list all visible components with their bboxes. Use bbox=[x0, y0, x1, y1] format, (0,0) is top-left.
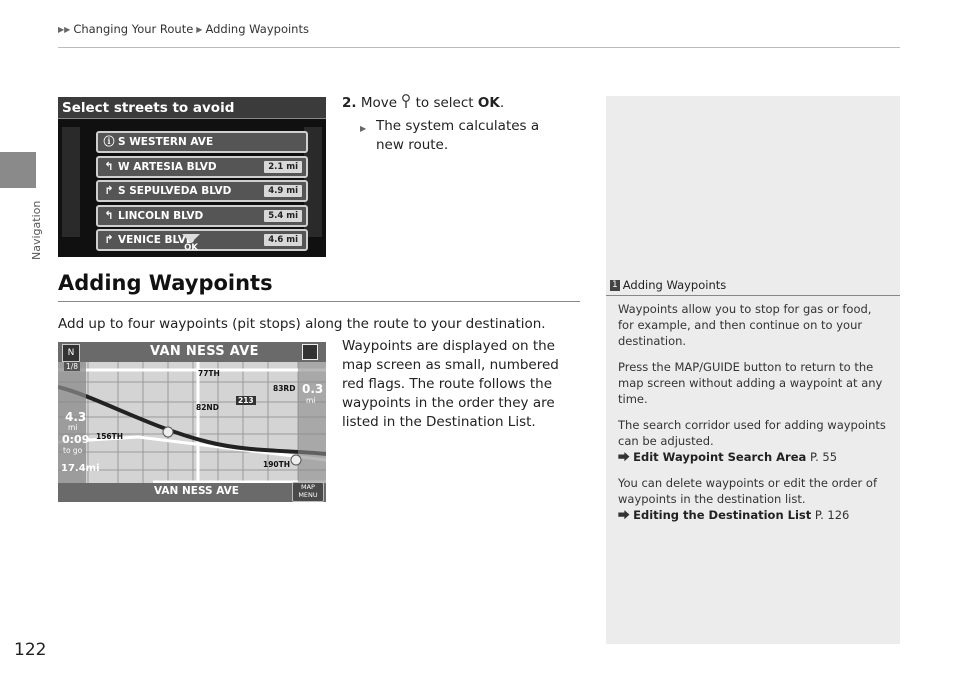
total-distance: 17.4mi bbox=[61, 463, 100, 474]
link-text: Editing the Destination List bbox=[633, 508, 812, 522]
page-number: 122 bbox=[14, 640, 47, 660]
street-name: VENICE BLVD bbox=[118, 234, 195, 246]
street-name: S SEPULVEDA BLVD bbox=[118, 185, 232, 197]
section-heading: Adding Waypoints bbox=[58, 271, 273, 295]
street-row[interactable] bbox=[96, 156, 308, 178]
breadcrumb-item[interactable]: Adding Waypoints bbox=[205, 22, 309, 36]
turn-right-icon: ↱ bbox=[104, 233, 114, 246]
step-period: . bbox=[499, 95, 505, 111]
note-paragraph: Press the MAP/GUIDE button to return to the map screen without adding a waypoint at any time. bbox=[618, 360, 883, 406]
current-street-name: VAN NESS AVE bbox=[150, 344, 259, 359]
step-text-select: to select bbox=[415, 95, 474, 111]
turn-left-icon: ↰ bbox=[104, 208, 114, 222]
link-page: P. 55 bbox=[809, 450, 838, 464]
map-menu-button[interactable] bbox=[292, 482, 324, 502]
header-divider bbox=[58, 47, 900, 48]
distance-badge: 4.9 mi bbox=[264, 185, 302, 197]
section-intro: Add up to four waypoints (pit stops) along the route to your destination. bbox=[58, 316, 546, 332]
waypoint-description: Waypoints are displayed on the map screen as small, numbered red flags. The route follows the waypoints in the order they are listed in the Destination List. bbox=[342, 338, 559, 430]
map-street-label: 77TH bbox=[198, 369, 220, 378]
screen-title: Select streets to avoid bbox=[58, 97, 326, 119]
note-paragraph: Waypoints allow you to stop for gas or food, for example, and then continue on to your destination. bbox=[618, 302, 872, 348]
cross-reference-link[interactable] bbox=[618, 449, 890, 465]
note-header bbox=[606, 278, 900, 292]
time-to-go: 0:09 bbox=[62, 433, 90, 446]
step-text-move: Move bbox=[360, 95, 398, 111]
note-paragraph: The search corridor used for adding waypoints can be adjusted. bbox=[618, 418, 886, 448]
breadcrumb bbox=[58, 22, 309, 36]
map-button-label: MAP bbox=[301, 483, 315, 491]
step-result bbox=[360, 117, 560, 155]
info-icon: ⓘ bbox=[103, 135, 115, 148]
street-row[interactable] bbox=[96, 180, 308, 202]
street-row[interactable] bbox=[96, 205, 308, 227]
map-scale[interactable]: 1/8 bbox=[66, 362, 79, 371]
map-screenshot bbox=[58, 342, 326, 502]
ok-down-arrow-icon[interactable] bbox=[182, 234, 200, 243]
note-title: Adding Waypoints bbox=[622, 278, 727, 292]
distance-badge: 4.6 mi bbox=[264, 234, 302, 246]
map-street-label: 190TH bbox=[263, 460, 291, 469]
heading-rule bbox=[58, 301, 580, 302]
turn-left-icon: ↰ bbox=[104, 159, 114, 173]
avoid-streets-screenshot bbox=[58, 97, 326, 257]
street-row[interactable] bbox=[96, 131, 308, 153]
street-name: LINCOLN BLVD bbox=[118, 209, 204, 222]
section-tab-marker bbox=[0, 152, 36, 188]
turn-right-icon: ↱ bbox=[104, 184, 114, 197]
reference-arrow-icon: ⮕ bbox=[618, 508, 630, 522]
note-paragraph: You can delete waypoints or edit the order of waypoints in the destination list. bbox=[618, 476, 877, 506]
joystick-icon bbox=[401, 94, 411, 109]
link-page: P. 126 bbox=[814, 508, 850, 522]
step-ok: OK bbox=[477, 95, 500, 111]
street-name: W ARTESIA BLVD bbox=[118, 160, 217, 173]
next-turn-distance: 4.3 bbox=[65, 410, 87, 424]
step-number: 2. bbox=[342, 95, 357, 111]
map-street-label: 82ND bbox=[196, 403, 219, 412]
note-divider bbox=[606, 295, 900, 296]
distance-badge: 5.4 mi bbox=[264, 210, 302, 222]
note-marker-icon: 1 bbox=[612, 280, 618, 290]
reference-arrow-icon: ⮕ bbox=[618, 450, 630, 464]
guidance-icon[interactable] bbox=[302, 344, 318, 360]
street-row[interactable] bbox=[96, 229, 308, 251]
breadcrumb-arrow-icon: ▶ bbox=[196, 24, 203, 34]
step-result-text: The system calculates a new route. bbox=[376, 118, 540, 153]
side-tab-label: Navigation bbox=[30, 200, 43, 260]
step-instruction bbox=[342, 94, 504, 111]
menu-button-label: MENU bbox=[298, 491, 318, 499]
ok-label[interactable]: OK bbox=[184, 243, 198, 253]
screen-frame-left bbox=[62, 127, 80, 237]
street-list bbox=[96, 131, 308, 254]
breadcrumb-item[interactable]: Changing Your Route bbox=[73, 22, 194, 36]
time-to-go-label: to go bbox=[63, 446, 83, 455]
bottom-street-name: VAN NESS AVE bbox=[154, 485, 239, 497]
route-shield-icon: 213 bbox=[238, 396, 254, 405]
breadcrumb-arrow-icon: ▶▶ bbox=[58, 24, 71, 34]
next-turn-unit: mi bbox=[68, 423, 78, 432]
map-street-label: 156TH bbox=[96, 432, 124, 441]
result-arrow-icon: ▶ bbox=[360, 124, 367, 133]
cross-reference-link[interactable] bbox=[618, 507, 890, 523]
distance-badge: 2.1 mi bbox=[264, 161, 302, 173]
street-name: S WESTERN AVE bbox=[118, 136, 214, 148]
link-text: Edit Waypoint Search Area bbox=[633, 450, 807, 464]
right-distance-unit: mi bbox=[306, 396, 316, 405]
map-street-label: 83RD bbox=[273, 384, 296, 393]
north-up-icon[interactable]: N bbox=[62, 344, 80, 362]
right-distance: 0.3 bbox=[302, 382, 324, 396]
map-graphic bbox=[58, 342, 326, 502]
